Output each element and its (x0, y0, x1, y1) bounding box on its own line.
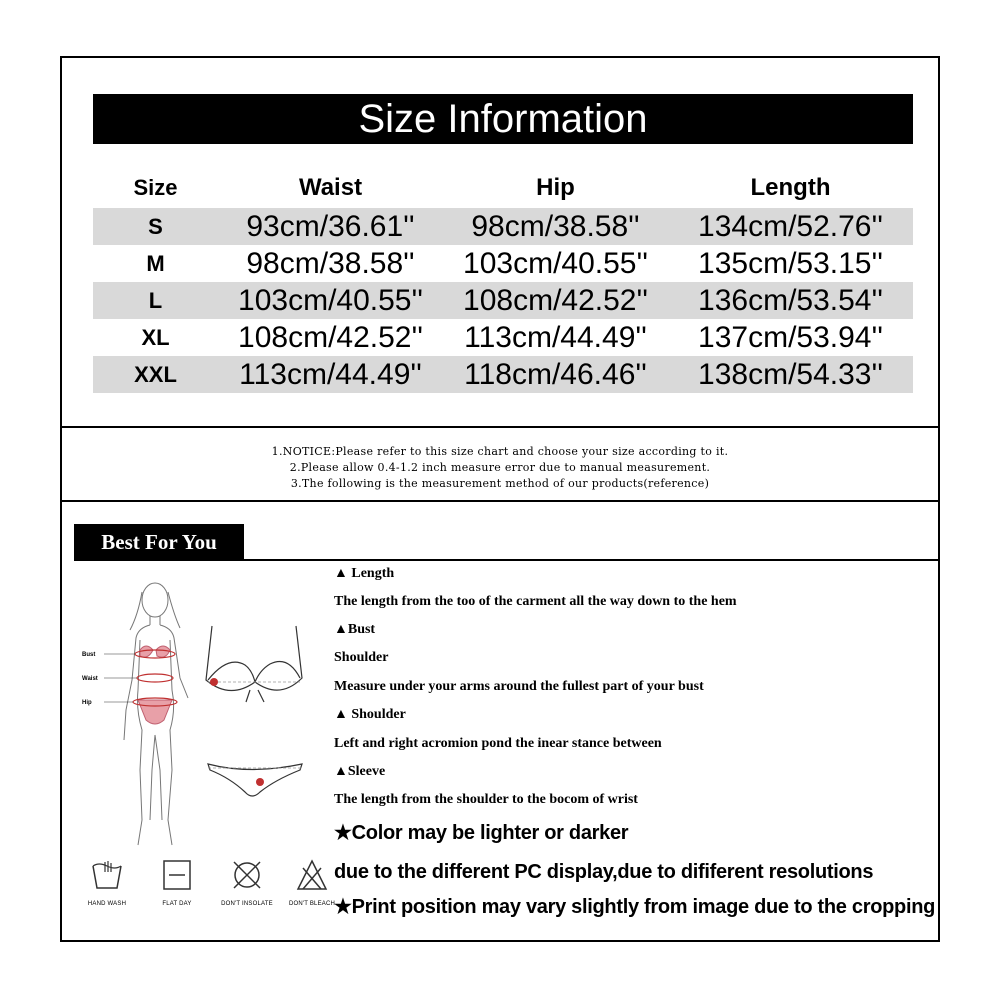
length-cell: 137cm/53.94'' (698, 320, 883, 354)
size-cell: M (146, 250, 165, 276)
table-row (93, 245, 913, 282)
table-row (93, 319, 913, 356)
dont-bleach-label: DON'T BLEACH (288, 901, 336, 907)
notice-line: 1.NOTICE:Please refer to this size chart and choose your size according to it. (271, 445, 729, 458)
length-cell: 134cm/52.76'' (698, 209, 883, 243)
table-row (93, 282, 913, 319)
flat-dry-item (142, 858, 212, 907)
size-cell: S (148, 213, 163, 239)
size-chart-frame (60, 56, 940, 942)
hip-cell: 108cm/42.52'' (463, 283, 648, 317)
waist-cell: 103cm/40.55'' (238, 283, 423, 317)
notice-block (62, 444, 938, 492)
hand-wash-icon (89, 858, 125, 892)
waist-cell: 108cm/42.52'' (238, 320, 423, 354)
care-instructions (72, 858, 336, 928)
info-line: ▲ Shoulder (334, 707, 406, 722)
size-cell: XXL (134, 361, 177, 387)
size-information-title: Size Information (93, 94, 913, 144)
bust-label: Bust (82, 652, 96, 658)
info-line: ▲ Length (334, 566, 395, 581)
best-for-you-tab: Best For You (74, 524, 244, 560)
hip-cell: 103cm/40.55'' (463, 246, 648, 280)
header-size: Size (133, 175, 178, 200)
flat-dry-icon (160, 858, 194, 892)
header-waist: Waist (298, 174, 363, 201)
table-row (93, 208, 913, 245)
hip-label: Hip (82, 700, 92, 706)
section-rule (74, 559, 940, 561)
info-line: ▲Sleeve (334, 764, 386, 779)
waist-label: Waist (82, 676, 98, 682)
info-line: The length from the shoulder to the bocom of wrist (334, 792, 638, 807)
measurement-illustration (80, 570, 330, 860)
hip-cell: 118cm/46.46'' (464, 357, 647, 391)
hip-cell: 98cm/38.58'' (471, 209, 640, 243)
table-row (93, 356, 913, 393)
info-line: Measure under your arms around the fullest part of your bust (334, 679, 704, 694)
size-cell: L (148, 287, 163, 313)
header-length: Length (750, 174, 831, 201)
dont-insolate-label: DON'T INSOLATE (221, 901, 273, 907)
hand-wash-item (72, 858, 142, 907)
hand-wash-label: HAND WASH (87, 901, 127, 907)
length-cell: 136cm/53.54'' (698, 283, 883, 317)
info-line: Left and right acromion pond the inear stance between (334, 736, 662, 751)
length-cell: 135cm/53.15'' (698, 246, 883, 280)
print-note: ★Print position may vary slightly from image due to the cropping (334, 896, 936, 918)
notice-line: 3.The following is the measurement method of our products(reference) (290, 477, 710, 490)
info-line: ▲Bust (334, 622, 376, 637)
dont-insolate-icon (230, 858, 264, 892)
info-line: The length from the too of the carment all the way down to the hem (334, 594, 737, 609)
flat-dry-label: FLAT DAY (162, 901, 192, 907)
waist-cell: 98cm/38.58'' (246, 246, 415, 280)
table-header-row (93, 168, 913, 208)
header-hip: Hip (536, 174, 575, 201)
notice-line: 2.Please allow 0.4-1.2 inch measure error due to manual measurement. (289, 461, 711, 474)
waist-cell: 93cm/36.61'' (246, 209, 415, 243)
length-cell: 138cm/54.33'' (698, 357, 883, 391)
hip-cell: 113cm/44.49'' (464, 320, 647, 354)
dont-insolate-item (212, 858, 282, 907)
dont-bleach-icon (295, 858, 329, 892)
display-note: due to the different PC display,due to dififerent resolutions (334, 861, 874, 883)
divider (62, 426, 938, 428)
model-figure-icon (80, 570, 330, 860)
color-note: ★Color may be lighter or darker (334, 822, 629, 844)
size-cell: XL (141, 324, 170, 350)
waist-cell: 113cm/44.49'' (239, 357, 422, 391)
info-line: Shoulder (334, 650, 389, 665)
divider (62, 500, 938, 502)
size-table (93, 168, 913, 393)
